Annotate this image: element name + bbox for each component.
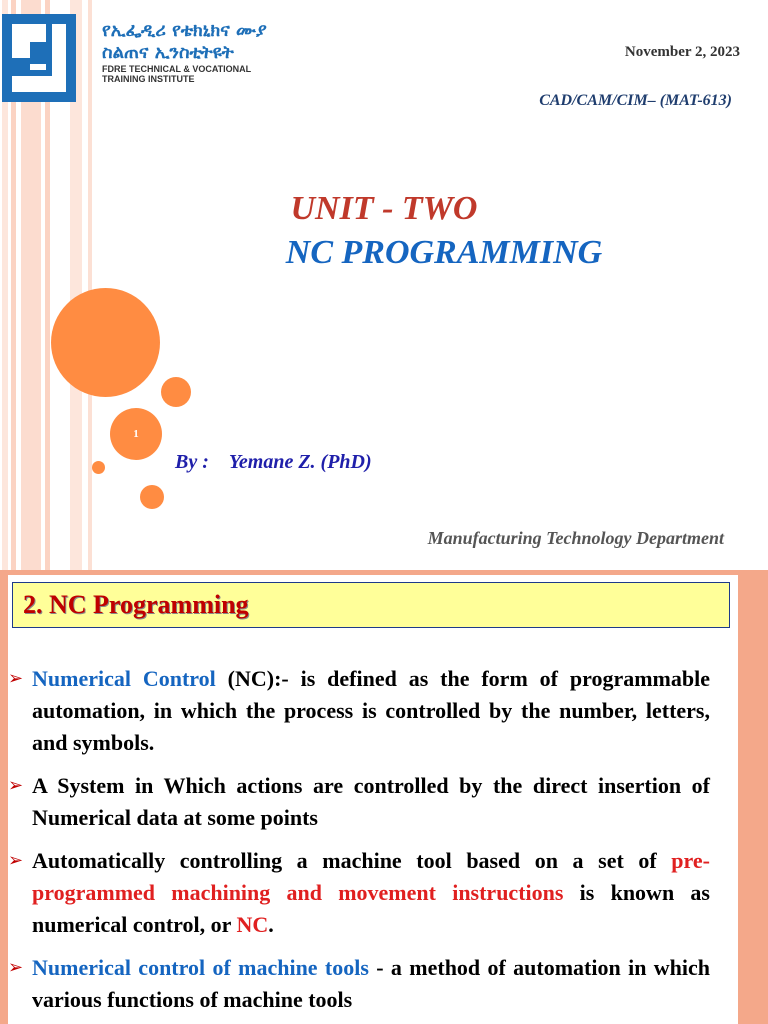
bullet-term: Numerical control of machine tools	[32, 955, 369, 980]
slide-number: 1	[133, 428, 139, 440]
decorative-stripe	[88, 0, 92, 570]
slide-title: 2. NC Programming	[23, 590, 249, 619]
author-name: Yemane Z. (PhD)	[228, 451, 372, 473]
bullet-text: .	[268, 912, 274, 937]
slide-number-badge	[110, 408, 162, 460]
slide-title-box	[12, 582, 730, 628]
bullet-item	[8, 663, 710, 759]
arrow-bullet-icon: ➢	[8, 775, 24, 796]
bullet-highlight: pre-programmed machining and movement instructions	[32, 848, 710, 905]
arrow-bullet-icon: ➢	[8, 957, 24, 978]
course-code: CAD/CAM/CIM– (MAT-613)	[539, 92, 732, 109]
institute-name-english-line1: FDRE TECHNICAL & VOCATIONAL	[102, 64, 252, 74]
institute-name-english-line2: TRAINING INSTITUTE	[102, 74, 195, 84]
author-prefix: By :	[175, 451, 209, 473]
unit-title: UNIT - TWO	[290, 190, 478, 227]
topic-title: NC PROGRAMMING	[285, 234, 603, 271]
institute-logo-icon	[2, 14, 76, 102]
institute-name-amharic-line1: የኢፌዲሪ የቴክኒክና ሙያ	[102, 20, 267, 41]
decorative-circle	[161, 377, 191, 407]
bullet-term: Numerical Control	[32, 666, 216, 691]
bullet-item	[8, 845, 710, 941]
bullet-text: Automatically controlling a machine tool based on a set of	[32, 848, 672, 873]
presentation-date: November 2, 2023	[624, 44, 740, 60]
decorative-circle	[51, 288, 160, 397]
bullet-text: (NC):- is defined as the form of programmable automation, in which the process is controlled by the number, letters, and symbols.	[32, 666, 710, 755]
bullet-text: is known as numerical control, or	[32, 880, 710, 937]
decorative-circle	[92, 461, 105, 474]
content-slide	[8, 575, 738, 1024]
institute-name	[102, 20, 267, 84]
bullet-item	[8, 770, 710, 834]
arrow-bullet-icon: ➢	[8, 668, 24, 689]
bullet-text: - a method of automation in which various functions of machine tools	[32, 955, 711, 1012]
bullet-item	[8, 952, 711, 1016]
department-name: Manufacturing Technology Department	[427, 528, 724, 548]
author-line	[175, 451, 372, 474]
decorative-circle	[140, 485, 164, 509]
arrow-bullet-icon: ➢	[8, 850, 24, 871]
bullet-highlight: NC	[236, 912, 269, 937]
institute-name-amharic-line2: ስልጠና ኢንስቲትዩት	[102, 42, 234, 63]
bullet-text: A System in Which actions are controlled by the direct insertion of Numerical data at some points	[32, 773, 710, 830]
